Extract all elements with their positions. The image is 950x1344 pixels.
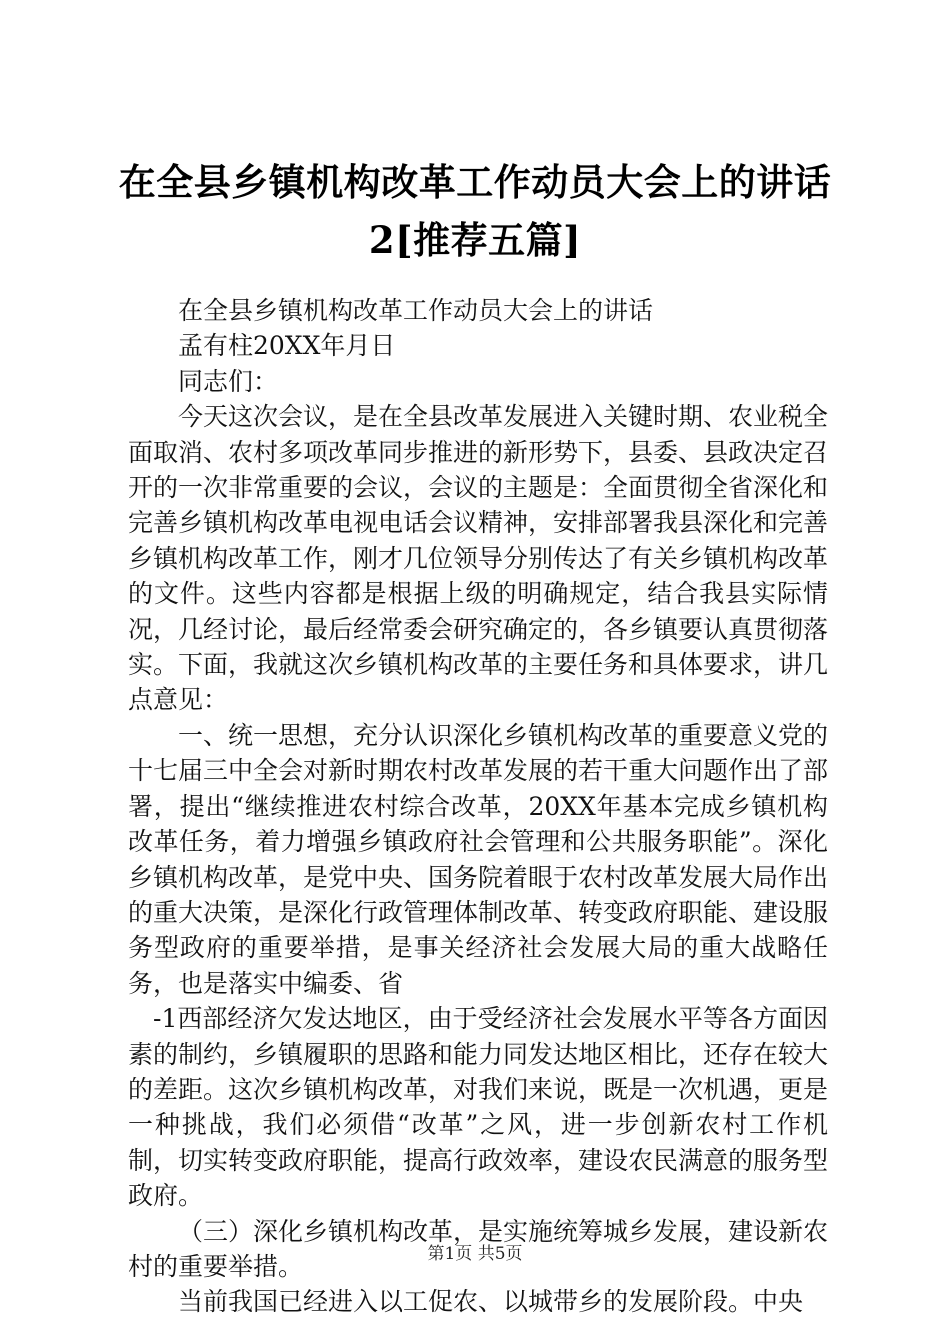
speech-heading: 在全县乡镇机构改革工作动员大会上的讲话 xyxy=(178,296,654,325)
document-title-line1: 在全县乡镇机构改革工作动员大会上的讲话 xyxy=(118,160,832,204)
body-paragraph: 今天这次会议，是在全县改革发展进入关键时期、农业税全面取消、农村多项改革同步推进的新形势下，县委、县政决定召开的一次非常重要的会议，会议的主题是：全面贯彻全省深化和完善乡镇机构改革电视电话会议精神，安排部署我县深化和完善乡镇机构改革工作，刚才几位领导分别传达了有关乡镇机构改革的文件。这些内容都是根据上级的明确规定，结合我县实际情况，几经讨论，最后经常委会研究确定的，各乡镇要认真贯彻落实。下面，我就这次乡镇机构改革的主要任务和具体要求，讲几点意见： xyxy=(128,402,829,715)
body-paragraph: 一、统一思想，充分认识深化乡镇机构改革的重要意义党的十七届三中全会对新时期农村改革发展的若干重大问题作出了部署，提出“继续推进农村综合改革，20XX年基本完成乡镇机构改革任务，着力增强乡镇政府社会管理和公共服务职能”。深化乡镇机构改革，是党中央、国务院着眼于农村改革发展大局作出的重大决策，是深化行政管理体制改革、转变政府职能、建设服务型政府的重要举措，是事关经济社会发展大局的重大战略任务，也是落实中编委、省 xyxy=(128,720,829,998)
document-title-line2: 2[推荐五篇] xyxy=(368,218,582,262)
page-footer: 第1页 共5页 xyxy=(427,1244,523,1264)
document-body xyxy=(128,293,828,1320)
body-paragraph: （三）深化乡镇机构改革，是实施统筹城乡发展，建设新农村的重要举措。 xyxy=(128,1216,829,1281)
speaker-date-line: 孟有柱20XX年月日 xyxy=(178,331,396,361)
body-paragraph: -1西部经济欠发达地区，由于受经济社会发展水平等各方面因素的制约，乡镇履职的思路和能力同发达地区相比，还存在较大的差距。这次乡镇机构改革，对我们来说，既是一次机遇，更是一种挑战，我们必须借“改革”之风，进一步创新农村工作机制，切实转变政府职能，提高行政效率，建设农民满意的服务型政府。 xyxy=(128,1004,829,1211)
salutation: 同志们： xyxy=(178,366,279,396)
body-paragraph: 当前我国已经进入以工促农、以城带乡的发展阶段。中央 xyxy=(178,1287,804,1317)
